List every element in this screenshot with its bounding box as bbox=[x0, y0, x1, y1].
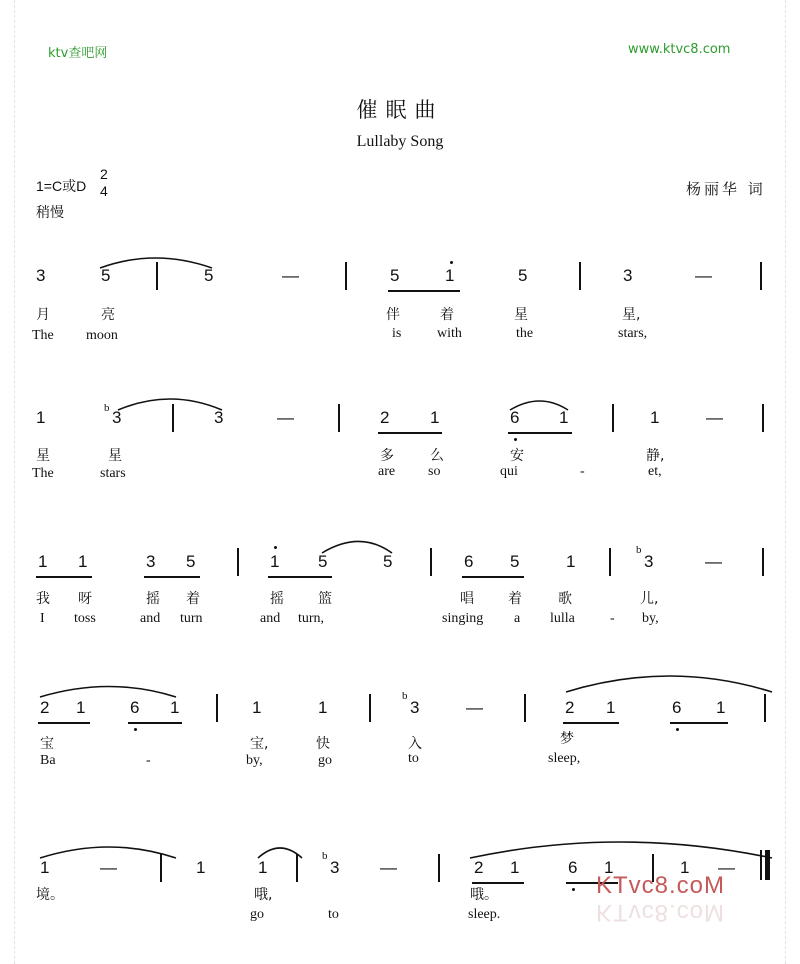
lyric-en: moon bbox=[86, 328, 118, 343]
beam bbox=[144, 576, 200, 578]
barline bbox=[579, 262, 581, 290]
lyric-en: go bbox=[250, 907, 264, 922]
note: 6 bbox=[510, 408, 520, 427]
slur bbox=[40, 847, 176, 858]
lyric-en: and bbox=[140, 611, 161, 626]
lyric-en: The bbox=[32, 466, 54, 481]
beam bbox=[38, 722, 90, 724]
lyric-en: I bbox=[40, 611, 45, 626]
note: 1 bbox=[78, 552, 88, 571]
note: 1 bbox=[430, 408, 440, 427]
final-barline-thin bbox=[760, 850, 762, 880]
final-barline-thick bbox=[765, 850, 770, 880]
note: 1 bbox=[38, 552, 48, 571]
note: 2 bbox=[40, 698, 50, 717]
barline bbox=[760, 262, 762, 290]
note: 6 bbox=[130, 698, 140, 717]
note: 5 bbox=[518, 266, 528, 285]
lyric-cn: 星, bbox=[622, 307, 641, 323]
barline bbox=[369, 694, 371, 722]
high-octave-dot bbox=[274, 546, 277, 549]
lyric-en: stars bbox=[100, 466, 126, 481]
lyric-cn: 着 bbox=[186, 591, 200, 607]
flat-sign: b bbox=[636, 544, 642, 556]
lyric-cn: 哦。 bbox=[470, 887, 498, 903]
lyric-en: qui bbox=[500, 464, 518, 479]
note: 5 bbox=[383, 552, 393, 571]
lyric-en: a bbox=[514, 611, 521, 626]
lyric-cn: 快 bbox=[316, 736, 330, 752]
note: 5 bbox=[186, 552, 196, 571]
beam bbox=[36, 576, 92, 578]
note: 3 bbox=[644, 552, 654, 571]
lyric-en: The bbox=[32, 328, 54, 343]
lyric-cn: 哦, bbox=[254, 887, 273, 903]
lyric-cn: 静, bbox=[646, 448, 665, 464]
slur bbox=[40, 687, 176, 698]
hold-dash: — bbox=[100, 858, 117, 877]
lyric-en: et, bbox=[648, 464, 662, 479]
lyric-cn: 儿, bbox=[640, 591, 659, 607]
note: 3 bbox=[214, 408, 224, 427]
note: 1 bbox=[170, 698, 180, 717]
lyric-cn: 伴 bbox=[386, 307, 400, 323]
note: 1 bbox=[196, 858, 206, 877]
lyric-en: sleep. bbox=[468, 907, 501, 922]
lyric-en: by, bbox=[642, 611, 659, 626]
lyric-cn: 着 bbox=[440, 307, 454, 323]
hold-dash: — bbox=[705, 552, 722, 571]
beam bbox=[563, 722, 619, 724]
lyric-en: and bbox=[260, 611, 281, 626]
lyric-en: - bbox=[610, 611, 615, 626]
note: 3 bbox=[410, 698, 420, 717]
watermark-logo: KTvc8.coM bbox=[596, 872, 726, 899]
note: 5 bbox=[390, 266, 400, 285]
flat-sign: b bbox=[402, 690, 408, 702]
lyric-en: turn, bbox=[298, 611, 325, 626]
note: 1 bbox=[604, 858, 614, 877]
note: 1 bbox=[36, 408, 46, 427]
barline bbox=[172, 404, 174, 432]
barline bbox=[345, 262, 347, 290]
barline bbox=[237, 548, 239, 576]
meter-top: 2 bbox=[100, 166, 108, 182]
beam bbox=[378, 432, 442, 434]
lyric-cn: 入 bbox=[408, 736, 422, 752]
lyric-en: toss bbox=[74, 611, 96, 626]
barline bbox=[764, 694, 766, 722]
lyric-en: lulla bbox=[550, 611, 575, 626]
lyric-cn: 境。 bbox=[36, 887, 64, 903]
lyric-cn: 月 bbox=[36, 307, 50, 323]
note: 6 bbox=[464, 552, 474, 571]
slur bbox=[322, 542, 392, 554]
lyricist-credit: 杨丽华 词 bbox=[686, 180, 766, 198]
site-name-left: ktv查吧网 bbox=[48, 46, 108, 61]
note: 6 bbox=[672, 698, 682, 717]
note: 2 bbox=[565, 698, 575, 717]
barline bbox=[296, 854, 298, 882]
lyric-en: to bbox=[408, 751, 419, 766]
barline bbox=[609, 548, 611, 576]
beam bbox=[388, 290, 460, 292]
note: 5 bbox=[101, 266, 111, 285]
time-signature bbox=[100, 166, 108, 200]
key-signature: 1=C或D bbox=[36, 178, 87, 194]
lyric-cn: 摇 bbox=[270, 591, 284, 607]
barline bbox=[430, 548, 432, 576]
note: 3 bbox=[623, 266, 633, 285]
low-octave-dot bbox=[676, 728, 679, 731]
lyric-en: singing bbox=[442, 611, 484, 626]
note: 3 bbox=[36, 266, 46, 285]
lyric-cn: 多 bbox=[380, 448, 394, 464]
lyric-cn: 梦 bbox=[560, 731, 574, 747]
note: 1 bbox=[76, 698, 86, 717]
note: 3 bbox=[146, 552, 156, 571]
note: 1 bbox=[445, 266, 455, 285]
lyric-cn: 呀 bbox=[78, 591, 92, 607]
slur bbox=[566, 676, 772, 692]
hold-dash: — bbox=[380, 858, 397, 877]
hold-dash: — bbox=[695, 266, 712, 285]
note: 1 bbox=[650, 408, 660, 427]
lyric-en: go bbox=[318, 753, 332, 768]
note: 2 bbox=[474, 858, 484, 877]
barline bbox=[438, 854, 440, 882]
beam bbox=[670, 722, 728, 724]
low-octave-dot bbox=[134, 728, 137, 731]
song-subtitle: Lullaby Song bbox=[356, 133, 444, 150]
lyric-cn: 歌 bbox=[558, 591, 572, 607]
barline bbox=[160, 854, 162, 882]
barline bbox=[338, 404, 340, 432]
lyric-en: by, bbox=[246, 753, 263, 768]
high-octave-dot bbox=[450, 261, 453, 264]
flat-sign: b bbox=[322, 850, 328, 862]
lyric-cn: 唱 bbox=[460, 591, 474, 607]
note: 3 bbox=[112, 408, 122, 427]
lyric-cn: 星 bbox=[36, 448, 50, 464]
note: 6 bbox=[568, 858, 578, 877]
barline bbox=[524, 694, 526, 722]
note: 1 bbox=[606, 698, 616, 717]
note: 1 bbox=[258, 858, 268, 877]
note: 2 bbox=[380, 408, 390, 427]
tempo-marking: 稍慢 bbox=[36, 205, 64, 221]
lyric-en: turn bbox=[180, 611, 203, 626]
lyric-cn: 么 bbox=[430, 448, 444, 464]
low-octave-dot bbox=[572, 888, 575, 891]
lyric-en: stars, bbox=[618, 326, 648, 341]
slur bbox=[470, 842, 772, 858]
hold-dash: — bbox=[706, 408, 723, 427]
watermark-logo-reflection: KTvc8.coM bbox=[596, 899, 726, 926]
slur bbox=[118, 399, 222, 410]
beam bbox=[268, 576, 332, 578]
lyric-cn: 安 bbox=[510, 448, 524, 464]
lyric-en: sleep, bbox=[548, 751, 581, 766]
lyric-cn: 着 bbox=[508, 591, 522, 607]
lyric-en: are bbox=[378, 464, 396, 479]
beam bbox=[508, 432, 572, 434]
note: 1 bbox=[252, 698, 262, 717]
note: 3 bbox=[330, 858, 340, 877]
hold-dash: — bbox=[282, 266, 299, 285]
hold-dash: — bbox=[277, 408, 294, 427]
note: 1 bbox=[566, 552, 576, 571]
beam bbox=[462, 576, 524, 578]
meter-bottom: 4 bbox=[100, 183, 108, 199]
site-url-right: www.ktvc8.com bbox=[628, 42, 731, 57]
barline bbox=[612, 404, 614, 432]
lyric-en: - bbox=[146, 753, 151, 768]
lyric-en: so bbox=[428, 464, 441, 479]
note: 1 bbox=[318, 698, 328, 717]
lyric-cn: 星 bbox=[108, 448, 122, 464]
barline bbox=[762, 548, 764, 576]
lyric-en: - bbox=[580, 464, 585, 479]
low-octave-dot bbox=[514, 438, 517, 441]
note: 5 bbox=[510, 552, 520, 571]
note: 5 bbox=[318, 552, 328, 571]
hold-dash: — bbox=[718, 858, 735, 877]
flat-sign: b bbox=[104, 402, 110, 414]
lyric-en: the bbox=[516, 326, 534, 341]
note: 1 bbox=[270, 552, 280, 571]
lyric-cn: 摇 bbox=[146, 591, 160, 607]
hold-dash: — bbox=[466, 698, 483, 717]
lyric-cn: 篮 bbox=[318, 591, 332, 607]
beam bbox=[128, 722, 182, 724]
lyric-cn: 宝 bbox=[40, 736, 54, 752]
note: 1 bbox=[510, 858, 520, 877]
note: 1 bbox=[716, 698, 726, 717]
lyric-cn: 宝, bbox=[250, 736, 269, 752]
lyric-en: Ba bbox=[40, 753, 56, 768]
lyric-cn: 星 bbox=[514, 307, 528, 323]
lyric-en: is bbox=[392, 326, 402, 341]
note: 1 bbox=[40, 858, 50, 877]
note: 5 bbox=[204, 266, 214, 285]
barline bbox=[762, 404, 764, 432]
lyric-cn: 我 bbox=[36, 591, 50, 607]
lyric-cn: 亮 bbox=[101, 307, 115, 323]
lyric-en: to bbox=[328, 907, 339, 922]
barline bbox=[156, 262, 158, 290]
note: 1 bbox=[680, 858, 690, 877]
note: 1 bbox=[559, 408, 569, 427]
barline bbox=[216, 694, 218, 722]
song-title: 催眠曲 bbox=[356, 98, 444, 122]
lyric-en: with bbox=[437, 326, 462, 341]
